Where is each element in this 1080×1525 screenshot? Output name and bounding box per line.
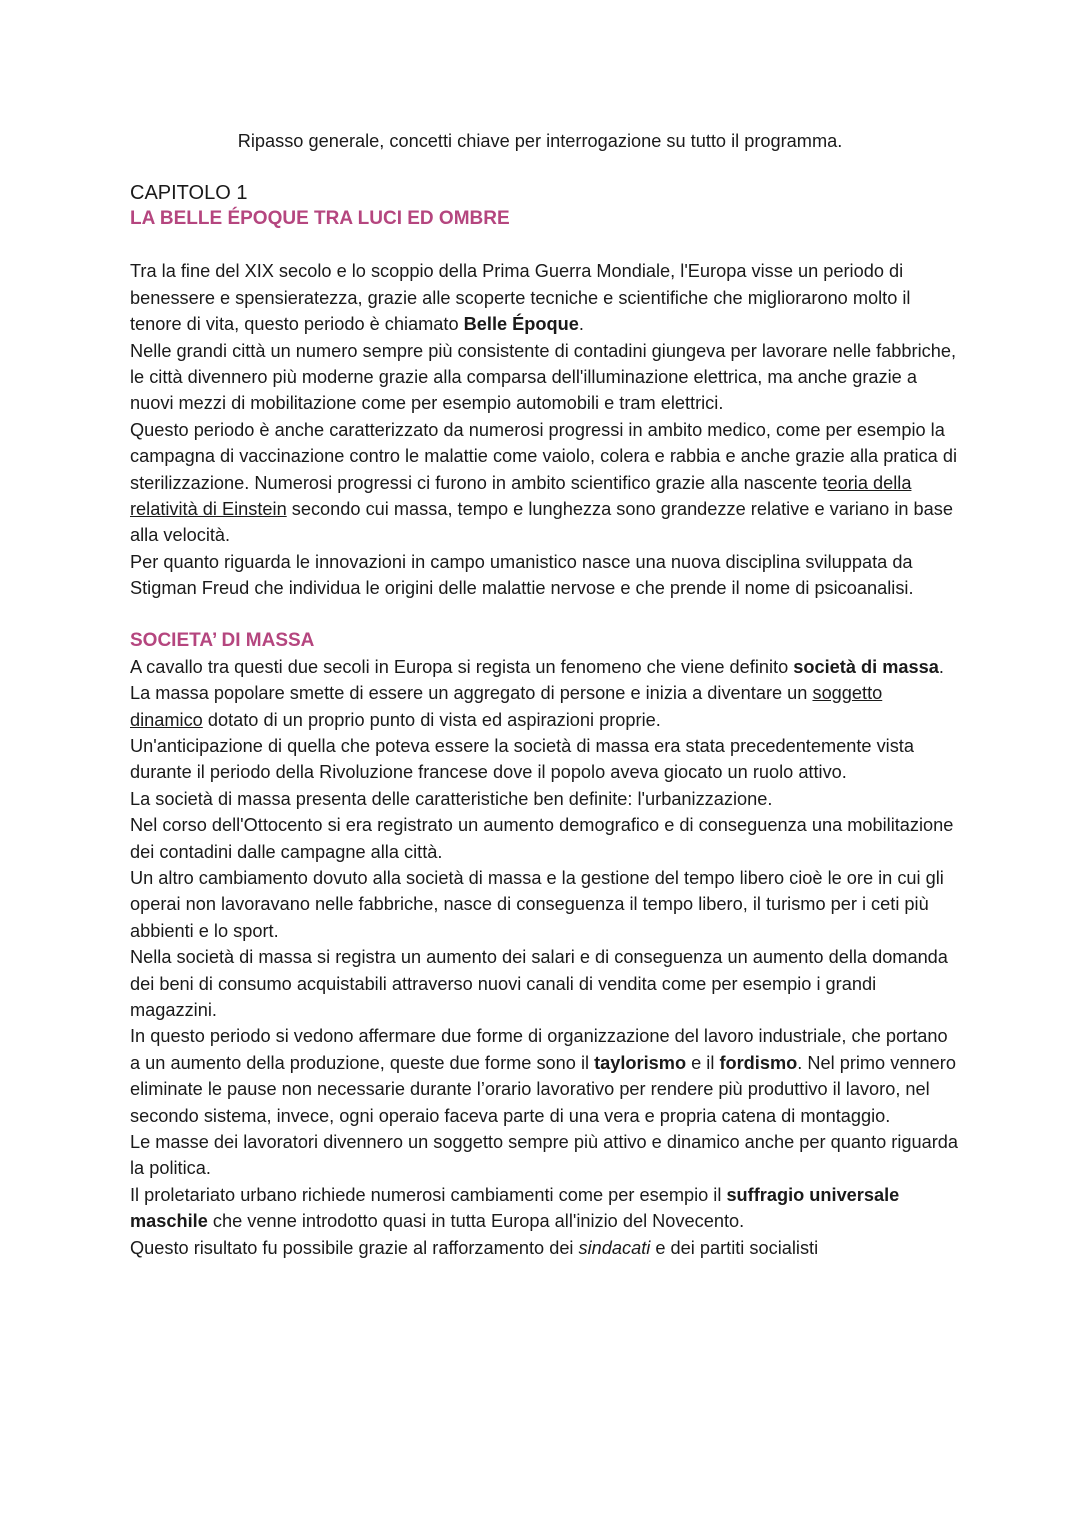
- italic-term-sindacati: sindacati: [578, 1237, 651, 1258]
- paragraph-work-organization: In questo periodo si vedono affermare due forme di organizzazione del lavoro industriale, che portano a un aumento della produzione, queste due forme sono il taylorismo e il fordismo. Nel primo vennero eliminate le pause non necessarie durante l’orario lavorativo per rendere più produttivo il lavoro, nel secondo sistema, invece, ogni operaio faceva parte di una vera e propria catena di montaggio.: [130, 1026, 956, 1126]
- spacer: [130, 602, 960, 628]
- paragraph-urbanization: La società di massa presenta delle caratteristiche ben definite: l'urbanizzazione.: [130, 788, 773, 809]
- section-title-belle-epoque: LA BELLE ÉPOQUE TRA LUCI ED OMBRE: [130, 208, 510, 230]
- bold-term-fordismo: fordismo: [719, 1052, 798, 1073]
- paragraph-belle-epoque-intro: Tra la fine del XIX secolo e lo scoppio della Prima Guerra Mondiale, l'Europa visse un periodo di benessere e spensieratezza, grazie alle scoperte tecniche e scientifiche che migliorarono molto il tenore di vita, questo periodo è chiamato Belle Époque.: [130, 261, 911, 335]
- underlined-soggetto-dinamico: soggetto dinamico: [130, 683, 883, 730]
- paragraph-cities: Nelle grandi città un numero sempre più consistente di contadini giungeva per lavorare nelle fabbriche, le città divennero più moderne grazie alla comparsa dell'illuminazione elettrica, ma anche grazie a nuovi mezzi di mobilitazione come per esempio automobili e tram elettrici.: [130, 340, 956, 414]
- document-page: [130, 128, 960, 1261]
- paragraph-politics: Le masse dei lavoratori divennero un soggetto sempre più attivo e dinamico anche per quanto riguarda la politica.: [130, 1132, 959, 1179]
- paragraph-free-time: Un altro cambiamento dovuto alla società di massa e la gestione del tempo libero cioè le ore in cui gli operai non lavoravano nelle fabbriche, nasce di conseguenza il tempo libero, il turismo per i ceti più abbienti e lo sport.: [130, 867, 944, 941]
- paragraph-psychoanalysis: Per quanto riguarda le innovazioni in campo umanistico nasce una nuova disciplina sviluppata da Stigman Freud che individua le origini delle malattie nervose e che prende il nome di psicoanalisi.: [130, 551, 914, 599]
- paragraph-demographic: Nel corso dell'Ottocento si era registrato un aumento demografico e di conseguenza una mobilitazione dei contadini dalle campagne alla città.: [130, 815, 954, 862]
- bold-term-societa-di-massa: società di massa: [793, 656, 939, 677]
- paragraph-unions: Questo risultato fu possibile grazie al rafforzamento dei sindacati e dei partiti socialisti: [130, 1237, 819, 1258]
- paragraph-mass-society-def: A cavallo tra questi due secoli in Europa si regista un fenomeno che viene definito società di massa.: [130, 656, 944, 677]
- chapter-label: CAPITOLO 1: [130, 182, 248, 205]
- bold-term-suffragio: suffragio universale maschile: [130, 1184, 900, 1232]
- paragraph-progress: Questo periodo è anche caratterizzato da numerosi progressi in ambito medico, come per esempio la campagna di vaccinazione contro le malattie come vaiolo, colera e rabbia e anche grazie alla pratica di sterilizzazione. Numerosi progressi ci furono in ambito scientifico grazie alla nascente teoria della relatività di Einstein secondo cui massa, tempo e lunghezza sono grandezze relative e variano in base alla velocità.: [130, 419, 957, 546]
- underlined-relativity: eoria della relatività di Einstein: [130, 472, 912, 520]
- paragraph-wages: Nella società di massa si registra un aumento dei salari e di conseguenza un aumento della domanda dei beni di consumo acquistabili attraverso nuovi canali di vendita come per esempio i grandi magazzini.: [130, 947, 948, 1020]
- bold-term-taylorismo: taylorismo: [594, 1052, 687, 1073]
- intro-line: Ripasso generale, concetti chiave per interrogazione su tutto il programma.: [237, 131, 843, 151]
- paragraph-dynamic-subject: La massa popolare smette di essere un aggregato di persone e inizia a diventare un soggetto dinamico dotato di un proprio punto di vista ed aspirazioni proprie.: [130, 683, 883, 730]
- paragraph-suffrage: Il proletariato urbano richiede numerosi cambiamenti come per esempio il suffragio universale maschile che venne introdotto quasi in tutta Europa all'inizio del Novecento.: [130, 1184, 900, 1232]
- bold-term-belle-epoque: Belle Époque: [463, 314, 579, 335]
- section-title-societa-di-massa: SOCIETA’ DI MASSA: [130, 629, 315, 651]
- paragraph-french-revolution: Un'anticipazione di quella che poteva essere la società di massa era stata precedentemente vista durante il periodo della Rivoluzione francese dove il popolo aveva giocato un ruolo attivo.: [130, 735, 914, 783]
